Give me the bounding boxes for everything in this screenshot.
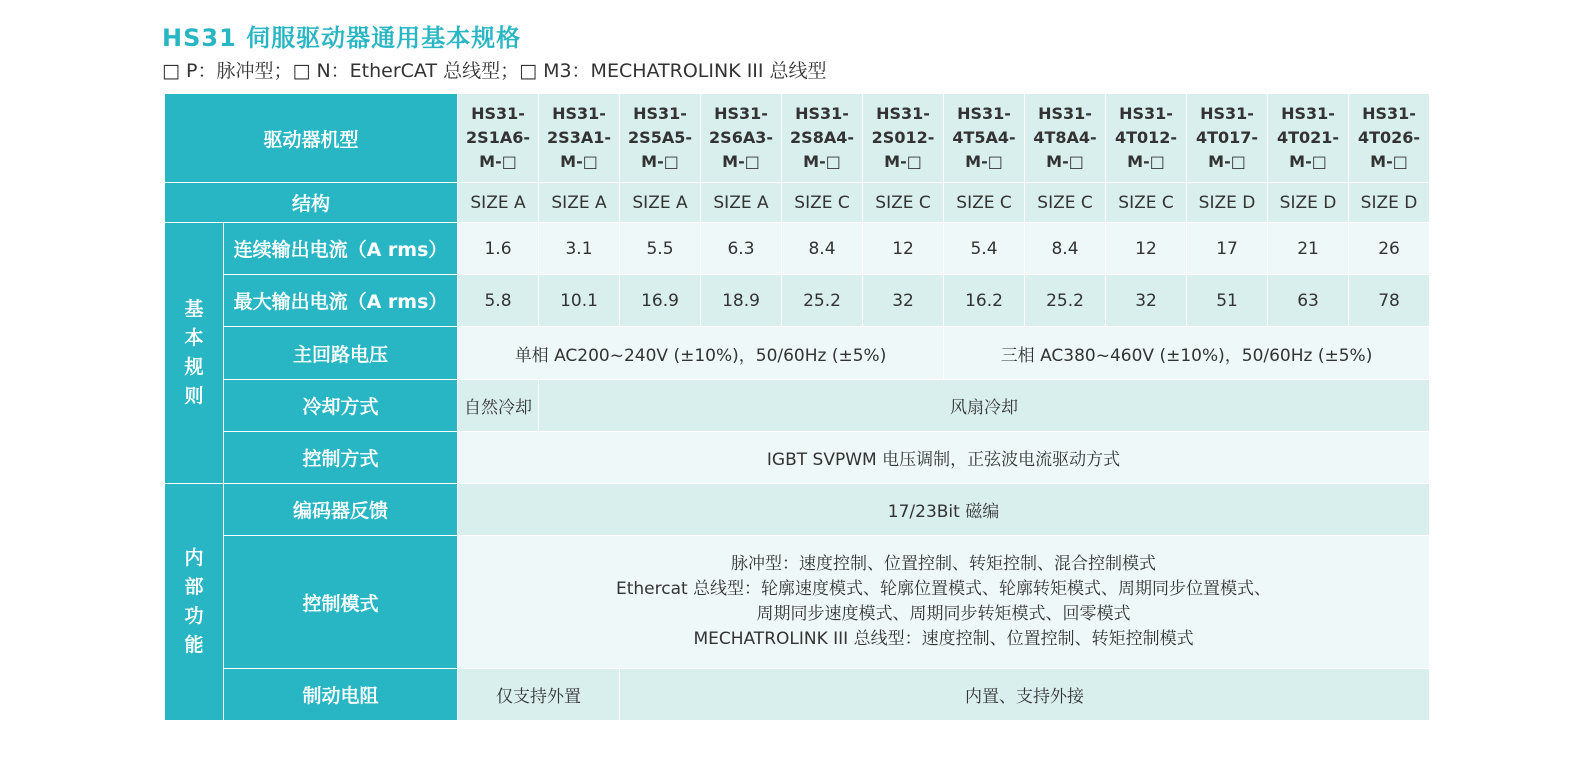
continuous-current-cell: 17	[1187, 223, 1268, 275]
structure-cell: SIZE C	[863, 183, 944, 223]
max-current-cell: 25.2	[782, 275, 863, 327]
model-suffix-legend: □ P：脉冲型；□ N：EtherCAT 总线型；□ M3：MECHATROLINK III 总线型	[162, 60, 827, 82]
structure-cell: SIZE A	[539, 183, 620, 223]
control-method-label: 控制方式	[224, 432, 458, 484]
main-voltage-three-phase: 三相 AC380~460V (±10%)，50/60Hz (±5%)	[944, 327, 1430, 380]
page-title: HS31 伺服驱动器通用基本规格	[162, 24, 522, 52]
max-current-cell: 32	[863, 275, 944, 327]
model-cell: HS31- 2S8A4- M-□	[782, 94, 863, 183]
max-current-cell: 32	[1106, 275, 1187, 327]
structure-cell: SIZE C	[1025, 183, 1106, 223]
model-cell: HS31- 4T5A4- M-□	[944, 94, 1025, 183]
brake-internal: 内置、支持外接	[620, 669, 1430, 721]
continuous-current-cell: 3.1	[539, 223, 620, 275]
continuous-current-cell: 8.4	[782, 223, 863, 275]
structure-cell: SIZE D	[1349, 183, 1430, 223]
model-cell: HS31- 2S3A1- M-□	[539, 94, 620, 183]
group-label: 内部功能	[184, 547, 204, 656]
main-voltage-label: 主回路电压	[224, 327, 458, 380]
brake-external-only: 仅支持外置	[458, 669, 620, 721]
max-current-cell: 16.2	[944, 275, 1025, 327]
model-cell: HS31- 4T017- M-□	[1187, 94, 1268, 183]
control-mode-line: MECHATROLINK III 总线型：速度控制、位置控制、转矩控制模式	[693, 629, 1194, 649]
structure-row	[165, 183, 1430, 223]
encoder-label: 编码器反馈	[224, 484, 458, 536]
structure-cell: SIZE A	[620, 183, 701, 223]
control-mode-line: 周期同步速度模式、周期同步转矩模式、回零模式	[756, 604, 1131, 624]
structure-cell: SIZE A	[701, 183, 782, 223]
encoder-row	[165, 484, 1430, 536]
max-current-row	[165, 275, 1430, 327]
continuous-current-cell: 12	[863, 223, 944, 275]
continuous-current-cell: 1.6	[458, 223, 539, 275]
continuous-current-cell: 5.4	[944, 223, 1025, 275]
model-header: 驱动器机型	[165, 94, 458, 183]
max-current-cell: 78	[1349, 275, 1430, 327]
model-cell: HS31- 2S6A3- M-□	[701, 94, 782, 183]
model-cell: HS31- 2S1A6- M-□	[458, 94, 539, 183]
max-current-cell: 5.8	[458, 275, 539, 327]
control-mode-label: 控制模式	[224, 536, 458, 669]
control-mode-line: Ethercat 总线型：轮廓速度模式、轮廓位置模式、轮廓转矩模式、周期同步位置模式、	[615, 579, 1272, 599]
control-mode-value	[458, 536, 1430, 669]
max-current-cell: 10.1	[539, 275, 620, 327]
control-method-row	[165, 432, 1430, 484]
model-cell: HS31- 4T026- M-□	[1349, 94, 1430, 183]
control-mode-line: 脉冲型：速度控制、位置控制、转矩控制、混合控制模式	[731, 554, 1157, 574]
cooling-fan: 风扇冷却	[539, 380, 1430, 432]
continuous-current-cell: 21	[1268, 223, 1349, 275]
cooling-label: 冷却方式	[224, 380, 458, 432]
model-cell: HS31- 4T021- M-□	[1268, 94, 1349, 183]
control-method-value: IGBT SVPWM 电压调制，正弦波电流驱动方式	[458, 432, 1430, 484]
cooling-natural: 自然冷却	[458, 380, 539, 432]
max-current-cell: 51	[1187, 275, 1268, 327]
continuous-current-cell: 12	[1106, 223, 1187, 275]
structure-label: 结构	[165, 183, 458, 223]
brake-resistor-row	[165, 669, 1430, 721]
structure-cell: SIZE D	[1268, 183, 1349, 223]
main-voltage-single-phase: 单相 AC200~240V (±10%)，50/60Hz (±5%)	[458, 327, 944, 380]
structure-cell: SIZE A	[458, 183, 539, 223]
max-current-cell: 18.9	[701, 275, 782, 327]
group-basic-rules	[165, 223, 224, 484]
continuous-current-cell: 6.3	[701, 223, 782, 275]
group-internal-functions	[165, 484, 224, 721]
model-cell: HS31- 2S012- M-□	[863, 94, 944, 183]
max-current-label: 最大输出电流（A rms）	[224, 275, 458, 327]
spec-table	[164, 93, 1430, 721]
continuous-current-cell: 26	[1349, 223, 1430, 275]
max-current-cell: 25.2	[1025, 275, 1106, 327]
group-label: 基本规则	[184, 298, 204, 407]
continuous-current-cell: 5.5	[620, 223, 701, 275]
structure-cell: SIZE C	[782, 183, 863, 223]
structure-cell: SIZE C	[1106, 183, 1187, 223]
main-voltage-row	[165, 327, 1430, 380]
continuous-current-label: 连续输出电流（A rms）	[224, 223, 458, 275]
cooling-row	[165, 380, 1430, 432]
brake-resistor-label: 制动电阻	[224, 669, 458, 721]
model-cell: HS31- 2S5A5- M-□	[620, 94, 701, 183]
model-row	[165, 94, 1430, 183]
model-cell: HS31- 4T012- M-□	[1106, 94, 1187, 183]
control-mode-row	[165, 536, 1430, 669]
structure-cell: SIZE C	[944, 183, 1025, 223]
continuous-current-cell: 8.4	[1025, 223, 1106, 275]
structure-cell: SIZE D	[1187, 183, 1268, 223]
max-current-cell: 63	[1268, 275, 1349, 327]
continuous-current-row	[165, 223, 1430, 275]
encoder-value: 17/23Bit 磁编	[458, 484, 1430, 536]
max-current-cell: 16.9	[620, 275, 701, 327]
model-cell: HS31- 4T8A4- M-□	[1025, 94, 1106, 183]
